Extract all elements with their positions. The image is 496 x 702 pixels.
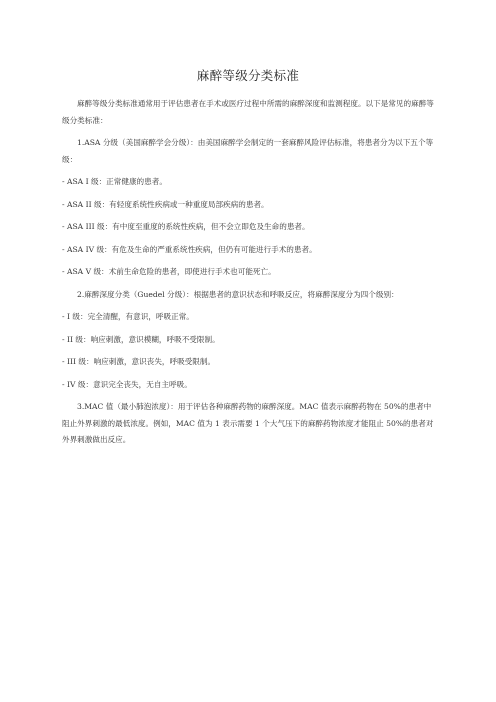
guedel-item-4: - IV 级：意识完全丧失，无自主呼吸。 [62,379,192,389]
guedel-heading: 2.麻醉深度分类（Guedel 分级）：根据患者的意识状态和呼吸反应，将麻醉深度分为四个级别： [77,289,399,299]
guedel-item-2: - II 级：响应刺激，意识模糊，呼吸不受限制。 [62,334,220,344]
asa-item-3: - ASA III 级：有中度至重度的系统性疾病，但不会立即危及生命的患者。 [62,222,310,231]
document-title: 麻醉等级分类标准 [196,68,300,83]
asa-item-4: - ASA IV 级：有危及生命的严重系统性疾病，但仍有可能进行手术的患者。 [62,244,317,254]
asa-item-1: - ASA I 级：正常健康的患者。 [62,177,167,186]
intro-paragraph: 麻醉等级分类标准通常用于评估患者在手术或医疗过程中所需的麻醉深度和监测程度。以下是常见的麻醉等级分类标准： [62,99,434,125]
asa-item-2: - ASA II 级：有轻度系统性疾病或一种重度局部疾病的患者。 [62,199,269,209]
guedel-item-1: - I 级：完全清醒，有意识，呼吸正常。 [62,312,194,321]
asa-item-5: - ASA V 级：术前生命危险的患者，即使进行手术也可能死亡。 [62,267,276,276]
document-body [62,96,438,449]
asa-heading: 1.ASA 分级（美国麻醉学会分级）：由美国麻醉学会制定的一套麻醉风险评估标准，将患者分为以下五个等级： [62,138,434,164]
mac-paragraph: 3.MAC 值（最小肺泡浓度）：用于评估各种麻醉药物的麻醉深度。MAC 值表示麻醉药物在 50%的患者中阻止外界刺激的最低浓度。例如，MAC 值为 1 表示需要 1 个大气压下的麻醉药物浓度才能阻止 50%的患者对外界刺激做出反应。 [62,402,434,444]
guedel-item-3: - III 级：响应刺激，意识丧失，呼吸受限制。 [62,357,216,366]
